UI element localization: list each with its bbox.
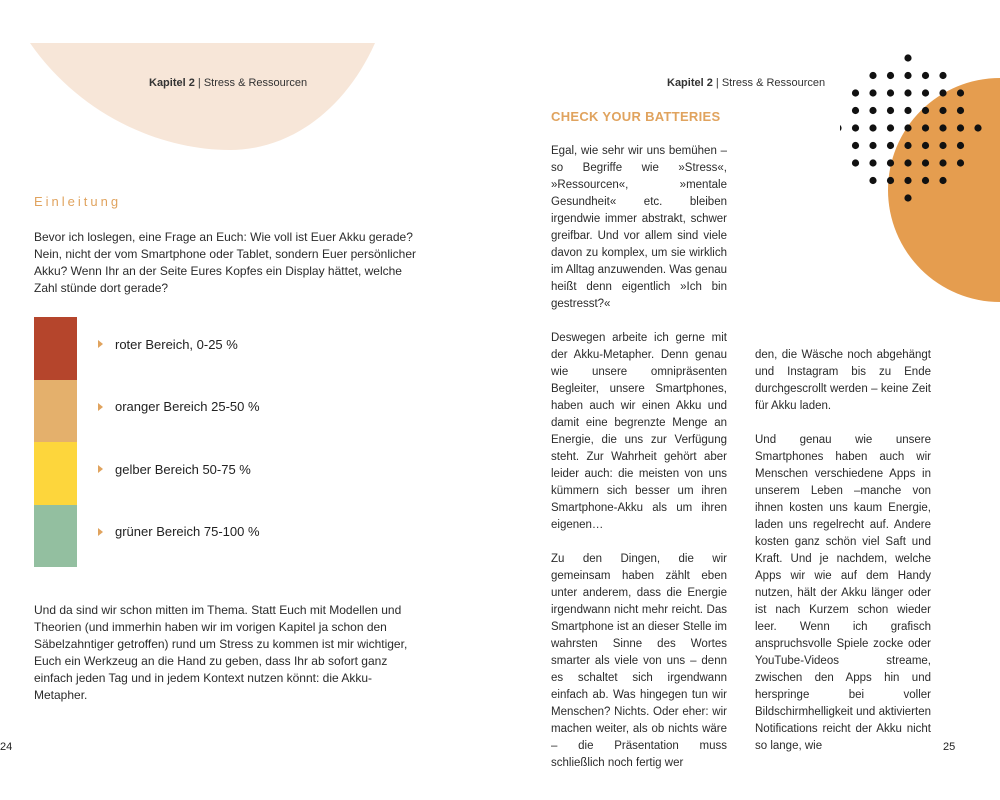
dot [957,159,964,166]
dot [887,124,894,131]
dot [904,72,911,79]
dot [852,107,859,114]
legend-item-yellow [98,442,260,505]
dot [852,124,859,131]
dot [869,177,876,184]
text-column-2 [755,347,931,772]
peach-half-circle-decoration [0,0,500,200]
dot [957,124,964,131]
battery-bar-red [34,317,77,380]
dot [869,159,876,166]
dot [887,142,894,149]
paragraph: Egal, wie sehr wir uns bemühen – so Begriffe wie »Stress«, »Ressourcen«, »mentale Gesundheit« etc. bleiben irgendwie immer abstrakt, schwer greifbar. Und vor allem sind viele davon zu komplex, um sie wirklich im Alltag anzuwenden. Was genau heißt denn eigentlich »Ich bin gestresst?« [551,145,728,310]
bullet-triangle-icon [98,403,103,411]
bullet-triangle-icon [98,528,103,536]
dot [869,142,876,149]
dot [904,177,911,184]
dot [869,124,876,131]
dot [939,177,946,184]
dot [939,159,946,166]
dot [957,107,964,114]
battery-bar-green [34,505,77,568]
legend-item-orange [98,380,260,443]
dot [887,159,894,166]
dot [922,142,929,149]
dot [922,124,929,131]
header-chapter: Kapitel 2 [667,77,713,89]
legend-label: gelber Bereich 50-75 % [115,461,251,477]
battery-bar-yellow [34,442,77,505]
header-topic: Stress & Ressourcen [721,77,826,89]
paragraph: den, die Wäsche noch abgehängt und Instagram bis zu Ende durchgescrollt werden – keine Zeit für Akku laden. [755,349,931,412]
dot [887,72,894,79]
dot [887,177,894,184]
dot [904,194,911,201]
running-header [667,77,825,89]
dot [904,107,911,114]
dot [922,107,929,114]
page-number-right: 25 [943,741,956,753]
dot [852,89,859,96]
legend-label: oranger Bereich 25-50 % [115,399,260,415]
header-separator: | [194,77,204,89]
battery-legend [98,317,260,567]
dot [957,89,964,96]
dot [852,142,859,149]
dot [887,107,894,114]
dotted-circle-decoration [840,50,1000,330]
dot [904,142,911,149]
dot [922,177,929,184]
dot [840,124,842,131]
article-title: CHECK YOUR BATTERIES [551,109,721,124]
dot [904,89,911,96]
dot [939,89,946,96]
battery-color-scale [34,317,77,567]
dot [957,142,964,149]
legend-label: roter Bereich, 0-25 % [115,336,238,352]
paragraph: Zu den Dingen, die wir gemeinsam haben zählt eben unter anderem, dass die Energie irgendwann nicht mehr reicht. Das Smartphone ist an dieser Stelle im wahrsten Sinne des Wortes smarter als viele von uns – denn es schaltet sich irgendwann einfach ab. Was hingegen tun wir Menschen? Nichts. Oder eher: wir machen weiter, als ob nichts wäre – die Präsentation muss schließlich noch fertig wer [551,553,727,769]
header-chapter: Kapitel 2 [149,77,195,89]
dot [922,89,929,96]
bullet-triangle-icon [98,340,103,348]
header-topic: Stress & Ressourcen [203,77,308,89]
dot [939,124,946,131]
legend-item-green [98,505,260,568]
dot [939,107,946,114]
battery-bar-orange [34,380,77,443]
dot [904,54,911,61]
header-separator: | [712,77,722,89]
dot [869,72,876,79]
legend-item-red [98,317,260,380]
dot [904,124,911,131]
section-title: Einleitung [34,194,122,209]
paragraph: Und genau wie unsere Smartphones haben auch wir Menschen verschiedene Apps in unserem Leben –manche von ihnen kosten uns kaum Energie, laden uns regelrecht auf. Andere kosten ganz schön viel Saft und Kraft. Und je nachdem, welche Apps wir wie auf dem Handy nutzen, hält der Akku länger oder ist nach Kurzem schon wieder leer. Wenn ich grafisch anspruchsvolle Spiele zocke oder YouTube-Videos streame, zwischen den Apps hin und herspringe bei voller Bildschirmhelligkeit und aktivierten Notifications reicht der Akku nicht so lange, wie [755,434,931,752]
dot [974,124,981,131]
dot [922,72,929,79]
dot [922,159,929,166]
intro-paragraph: Bevor ich loslegen, eine Frage an Euch: Wie voll ist Euer Akku gerade? Nein, nicht der vom Smartphone oder Tablet, sondern Euer persönlicher Akku? Wenn Ihr an der Seite Eures Kopfes ein Display hättet, welche Zahl stünde dort gerade? [34,230,416,295]
text-column-1 [551,143,727,789]
dot [939,72,946,79]
dot [887,89,894,96]
dot [939,142,946,149]
dot [869,89,876,96]
bullet-triangle-icon [98,465,103,473]
dot [904,159,911,166]
dot [852,159,859,166]
closing-paragraph: Und da sind wir schon mitten im Thema. Statt Euch mit Modellen und Theorien (und immerhin haben wir im vorigen Kapitel ja schon den Säbelzahntiger getroffen) rund um Stress zu kommen ist mir wichtiger, Euch ein Werkzeug an die Hand zu geben, dass Ihr ab sofort ganz einfach jeden Tag und in jedem Kontext nutzen könnt: die Akku-Metapher. [34,603,408,702]
dot [869,107,876,114]
running-header [149,77,307,89]
page-number-left: 24 [0,741,13,753]
paragraph: Deswegen arbeite ich gerne mit der Akku-Metapher. Denn genau wie unsere omnipräsenten Begleiter, unsere Smartphones, haben auch wir einen Akku und damit eine begrenzte Menge an Energie, die uns zur Verfügung steht. Zur Wahrheit gehört aber leider auch: die meisten von uns kümmern sich besser um ihren Smartphone-Akku als um ihren eigenen… [551,332,727,531]
legend-label: grüner Bereich 75-100 % [115,524,260,540]
